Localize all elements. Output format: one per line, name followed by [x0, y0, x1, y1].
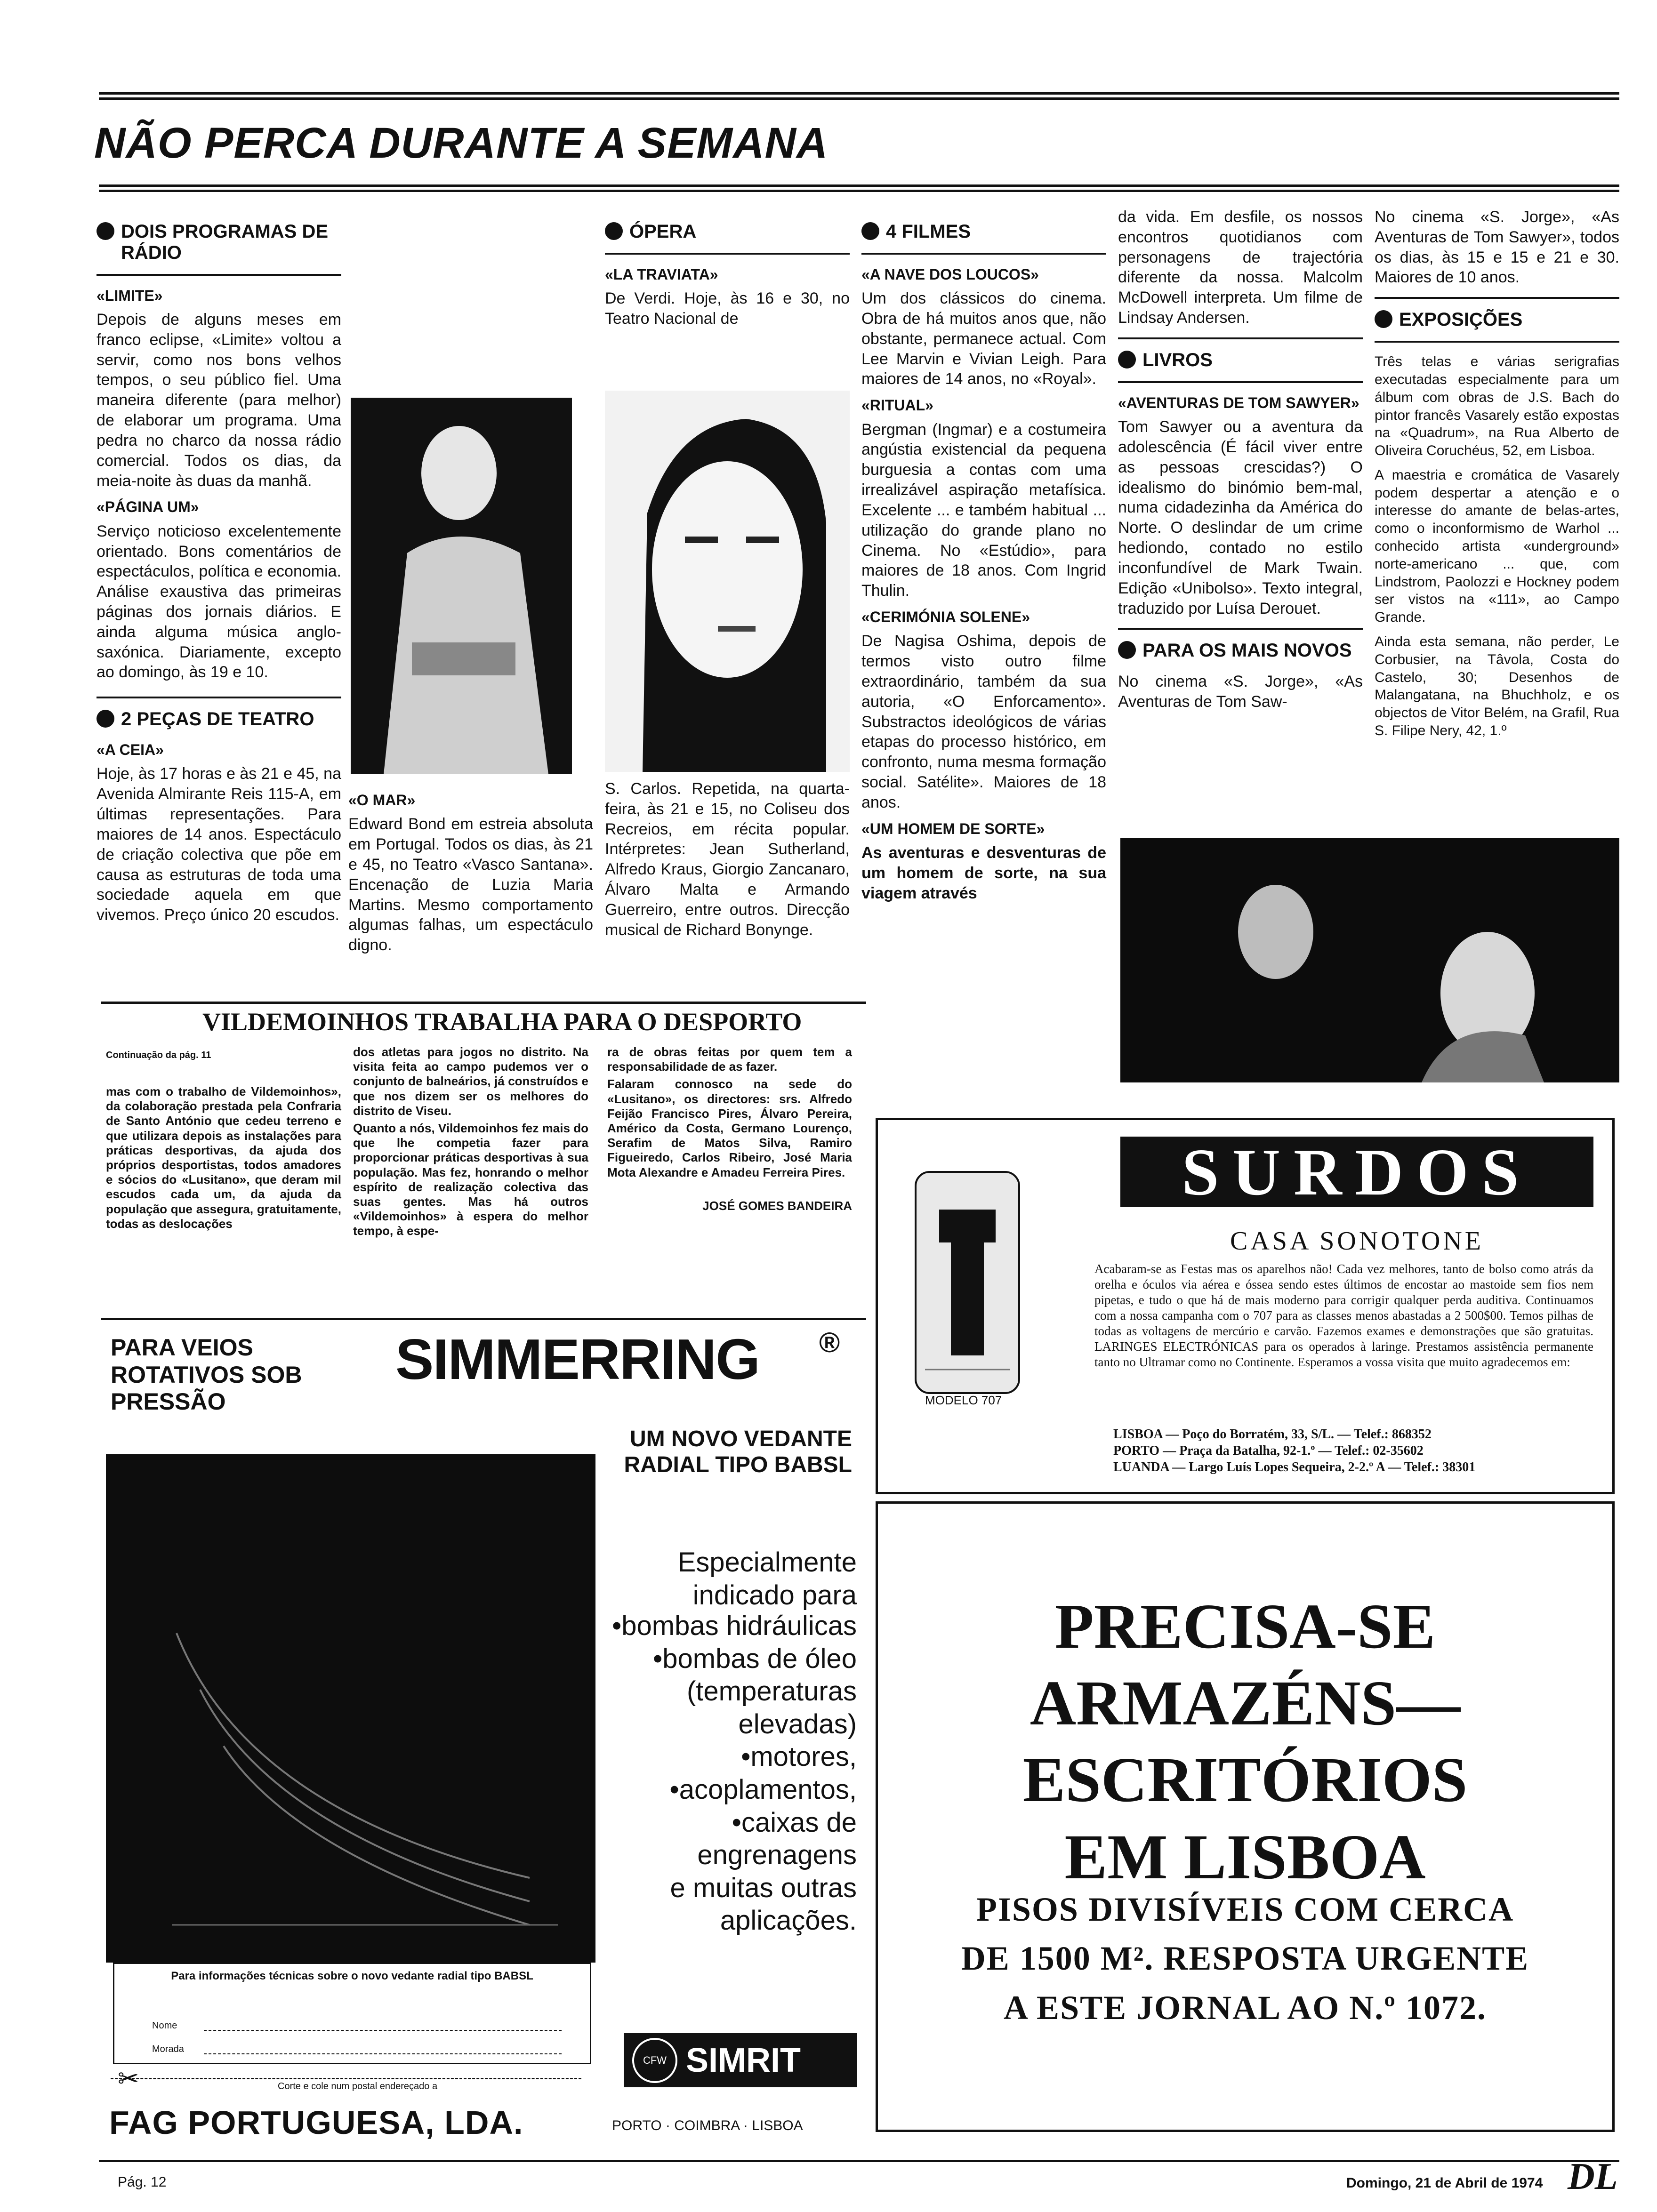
sports-text-1: mas com o trabalho de Vildemoinhos», da colaboração prestada pela Confraria de Santo António que cedeu terreno e que utilizara depois as instalações para práticas desportivas, da ajuda dos próprios desportistas, todos amadores e sócios do «Lusitano», que deram mil escudos cada um, da ajuda da população que assegura, gratuitamente, todas as deslocações [106, 1084, 341, 1231]
opera-column [605, 221, 850, 336]
ceia-text: Hoje, às 17 horas e às 21 e 45, na Avenida Almirante Reis 115-A, em últimas representações. Para maiores de 14 anos. Espectáculo de criação colectiva que põe em causa as estruturas de toda uma sociedade aquela em que vivemos. Preço único 20 escudos. [97, 765, 341, 924]
ritual-text: Bergman (Ingmar) e a costumeira angústia existencial da pequena burguesia a contas com uma irrealizável aspiração metafísica. Excelente ... e também habitual ... utilização do grande plano no Cinema. No «Estúdio», para maiores de 18 anos. Com Ingrid Thulin. [861, 420, 1106, 600]
form-nome-line [204, 2030, 562, 2031]
dl-logo: DL [1568, 2156, 1618, 2197]
precisa-line-2: ARMAZÉNS—ESCRITÓRIOS [1022, 1668, 1468, 1816]
mar-text: Edward Bond em estreia absoluta em Portugal. Todos os dias, às 21 e 45, no Teatro «Vasco Santana». Encenação de Luzia Maria Martins. Mesmo comportamento algumas falhas, um espectáculo digno. [348, 815, 593, 954]
bullet-icon [97, 710, 114, 728]
radio-column [97, 221, 341, 932]
applications-list [603, 1610, 857, 1937]
precisa-body-2: DE 1500 M². RESPOSTA URGENTE [961, 1940, 1529, 1978]
traviata-title: «LA TRAVIATA» [605, 265, 718, 283]
simrit-logo [624, 2033, 857, 2087]
bullet-icon [1118, 641, 1136, 659]
bullet-icon [1118, 351, 1136, 369]
info-form [113, 1963, 591, 2064]
application-item: •bombas hidráulicas [611, 1611, 857, 1641]
radio-heading: DOIS PROGRAMAS DE RÁDIO [97, 221, 341, 264]
fag-cities: PORTO · COIMBRA · LISBOA [612, 2118, 803, 2133]
opera-heading: ÓPERA [605, 221, 850, 242]
cerimonia-title: «CERIMÓNIA SOLENE» [861, 609, 1030, 626]
ad-top-rule [101, 1318, 866, 1320]
precisa-line-1: PRECISA-SE [1054, 1591, 1436, 1662]
form-morada-line [204, 2053, 562, 2054]
sports-col-3 [607, 1045, 852, 1216]
sports-cont: Continuação da pág. 11 [106, 1050, 211, 1060]
bullet-icon [605, 222, 623, 240]
application-item: •bombas de óleo (temperaturas elevadas) [652, 1643, 857, 1739]
address-porto: PORTO — Praça da Batalha, 92-1.º — Telef.: 02-35602 [1113, 1443, 1424, 1458]
form-nome-label: Nome [152, 2020, 177, 2031]
page-number: Pág. 12 [118, 2174, 167, 2190]
footer-date: Domingo, 21 de Abril de 1974 [1346, 2175, 1543, 2191]
cut-text: Corte e cole num postal endereçado a [278, 2081, 438, 2092]
seal-graph [106, 1454, 595, 1963]
fag-company: FAG PORTUGUESA, LDA. [109, 2104, 523, 2141]
seal-graph-art [106, 1454, 595, 1963]
photo-art [351, 398, 572, 774]
miudos-text-a: No cinema «S. Jorge», «As Aventuras de Tom Saw- [1118, 673, 1363, 711]
exposicoes-column [1375, 207, 1619, 746]
bullet-icon [1375, 310, 1392, 328]
sports-headline: VILDEMOINHOS TRABALHA PARA O DESPORTO [202, 1008, 802, 1036]
surdos-title: SURDOS [1120, 1137, 1593, 1207]
sports-text-2: dos atletas para jogos no distrito. Na visita feita ao campo pudemos ver o conjunto de balneários, já construídos e que nos dizem ser os melhores do distrito de Viseu. [353, 1045, 588, 1118]
cfw-logo-icon: CFW [632, 2038, 677, 2083]
mar-column [348, 786, 593, 962]
livros-heading: LIVROS [1118, 350, 1363, 371]
sawyer-text: Tom Sawyer ou a aventura da adolescência (É fácil viver entre as pessoas crescidas?) O idealismo do binómio bem-mal, numa cidadezinha da América do Norte. O deslindar de um crime hediondo, contado no estilo inconfundível de Mark Twain. Edição «Unibolso». Texto integral, traduzido por Luísa Derouet. [1118, 418, 1363, 617]
cut-line [111, 2078, 581, 2079]
especial-text: Especialmente indicado para [677, 1547, 857, 1611]
precisa-body-1: PISOS DIVISÍVEIS COM CERCA [976, 1891, 1514, 1928]
theatre-photo [351, 398, 572, 774]
nave-text: Um dos clássicos do cinema. Obra de há muitos anos que, não obstante, permanece actual. Com Lee Marvin e Vivian Leigh. Para maiores de 14 anos, no «Royal». [861, 289, 1106, 388]
limite-text: Depois de alguns meses em franco eclipse, «Limite» voltou a servir, como nos bons velhos tempos, o seu público fiel. Uma maneira diferente (para melhor) de elaborar um programa. Uma pedra no charco da nossa rádio comercial. Todos os dias, da meia-noite às duas da manhã. [97, 310, 341, 490]
form-title: Para informações técnicas sobre o novo vedante radial tipo BABSL [171, 1970, 533, 1982]
homem-text: As aventuras e desventuras de um homem de sorte, na sua viagem através [861, 844, 1106, 902]
expo-p2: A maestria e cromática de Vasarely podem despertar a atenção e o interesse do amante de belas-artes, como o inconformismo de Warhol ... conhecido artista «underground» norte-americano ... que, com Lindstrom, Paolozzi e Hockney podem ser vistos na «111», ao Campo Grande. [1375, 467, 1619, 625]
filmes-column [861, 221, 1106, 910]
sports-byline: JOSÉ GOMES BANDEIRA [702, 1198, 852, 1213]
sports-col-2 [353, 1045, 588, 1241]
model-label: MODELO 707 [925, 1393, 1002, 1407]
precisa-heading [878, 1588, 1612, 1896]
header-rules [99, 92, 1619, 103]
expo-p1: Três telas e várias serigrafias executadas especialmente para um álbum com obras de J.S. Bach do pintor francês Vasarely estão expostas na «Quadrum», na Rua Alberto de Oliveira Coruchéus, 52, em Lisboa. [1375, 354, 1619, 459]
expo-p3: Ainda esta semana, não perder, Le Corbusier, na Tâvola, Costa do Castelo, 30; Desenhos de Malangatana, na Bhuchholz, e os objectos de Vitor Belém, na Grafil, Rua S. Filipe Nery, 42, 1.º [1375, 634, 1619, 739]
application-item: •acoplamentos, [669, 1774, 857, 1805]
hearing-aid-image [906, 1153, 1029, 1398]
header-rule-bottom [99, 184, 1619, 192]
opera-photo [605, 391, 850, 772]
livros-column [1118, 207, 1363, 719]
pagina-text: Serviço noticioso excelentemente orientado. Bons comentários de espectáculos, política e economia. Análise exaustiva das primeiras páginas dos jornais diários. E ainda alguma música anglo-saxónica. Diariamente, excepto ao domingo, às 19 e 10. [97, 522, 341, 681]
application-item: e muitas outras aplicações. [670, 1872, 857, 1936]
homem-cont: da vida. Em desfile, os nossos encontros quotidianos com personagens de trajectória diferente da nossa. Malcolm McDowell interpreta. Um filme de Lindsay Andersen. [1118, 208, 1363, 327]
sawyer-title: «AVENTURAS DE TOM SAWYER» [1118, 394, 1359, 411]
surdos-ad [876, 1118, 1615, 1494]
ceia-title: «A CEIA» [97, 741, 164, 759]
sports-text-2b: Quanto a nós, Vildemoinhos fez mais do que lhe competia fazer para proporcionar práticas desportivas à sua população. Mas fez, honrando o melhor espírito de realização colectiva das suas gentes. Mas há outros «Vildemoinhos» à espera do melhor tempo, à espe- [353, 1121, 588, 1238]
surdos-addresses [1113, 1426, 1475, 1475]
teatro-heading: 2 PEÇAS DE TEATRO [97, 709, 341, 730]
limite-title: «LIMITE» [97, 287, 163, 304]
address-lisboa: LISBOA — Poço do Borratém, 33, S/L. — Telef.: 868352 [1113, 1427, 1432, 1442]
precisa-line-3: EM LISBOA [1064, 1821, 1426, 1892]
photo-art [605, 391, 850, 772]
exposicoes-heading: EXPOSIÇÕES [1375, 309, 1619, 330]
precisa-body-3: A ESTE JORNAL AO N.º 1072. [1004, 1988, 1487, 2027]
bullet-icon [861, 222, 879, 240]
sports-col-1 [106, 1050, 341, 1234]
simmerring-left-head: PARA VEIOS ROTATIVOS SOB PRESSÃO [111, 1334, 302, 1415]
application-item: •motores, [741, 1741, 857, 1772]
bullet-icon [97, 222, 114, 240]
miudos-text: No cinema «S. Jorge», «As Aventuras de Tom Sawyer», todos os dias, às 15 e 15 e 21 e 30. Maiores de 10 anos. [1375, 208, 1619, 287]
film-still [1120, 838, 1619, 1082]
nave-title: «A NAVE DOS LOUCOS» [861, 265, 1039, 283]
opera-column-2 [605, 779, 850, 947]
cerimonia-text: De Nagisa Oshima, depois de termos visto outro filme extraordinário, também da sua autoria, «O Enforcamento». Substractos ideológicos de várias etapas do processo histórico, em confronto, numa mesma formação social. Satélite». Maiores de 18 anos. [861, 632, 1106, 811]
sports-text-3: ra de obras feitas por quem tem a responsabilidade de as fazer. [607, 1045, 852, 1074]
precisa-body [878, 1885, 1612, 2032]
homem-title: «UM HOMEM DE SORTE» [861, 820, 1045, 837]
filmes-heading: 4 FILMES [861, 221, 1106, 242]
form-morada-label: Morada [152, 2044, 184, 2054]
miudos-heading: PARA OS MAIS NOVOS [1118, 640, 1363, 661]
application-item: •caixas de engrenagens [697, 1807, 857, 1871]
page-title: NÃO PERCA DURANTE A SEMANA [94, 119, 828, 167]
address-luanda: LUANDA — Largo Luís Lopes Sequeira, 2-2.º A — Telef.: 38301 [1113, 1460, 1476, 1475]
precisa-ad [876, 1501, 1615, 2132]
simrit-name: SIMRIT [686, 2041, 801, 2079]
footer-rule [99, 2160, 1619, 2162]
mar-title: «O MAR» [348, 792, 416, 809]
ritual-title: «RITUAL» [861, 397, 933, 414]
scissors-icon: ✂ [118, 2065, 139, 2093]
vedante-text: UM NOVO VEDANTE RADIAL TIPO BABSL [624, 1427, 852, 1478]
opera-text1: De Verdi. Hoje, às 16 e 30, no Teatro Nacional de [605, 289, 850, 328]
photo-art [1120, 838, 1619, 1082]
sports-text-3b: Falaram connosco na sede do «Lusitano», os directores: srs. Alfredo Feijão Francisco Pires, Álvaro Pereira, Américo da Costa, Germano Lourenço, Serafim de Matos Silva, Ramiro Figueiredo, Carlos Ribeiro, José Maria Mota Alexandre e Amadeu Ferreira Pires. [607, 1077, 852, 1179]
opera-text2: S. Carlos. Repetida, na quarta-feira, às 21 e 15, no Coliseu dos Recreios, em récita popular. Intérpretes: Jean Sutherland, Alfredo Kraus, Giorgio Zancanaro, Álvaro Malta e Armando Guerreiro, entre outros. Direcção musical de Richard Bonynge. [605, 780, 850, 939]
surdos-text: Acabaram-se as Festas mas os aparelhos não! Cada vez melhores, tanto de bolso como atrás da orelha e óculos via aérea e óssea sendo estes últimos de encostar ao mastoide sem fios nem pipetas, e tudo o que há de mais moderno para corrigir qualquer perda auditiva. Continuamos com a nossa campanha com o 707 para as classes menos abastadas a 2 500$00. Temos pilhas de todas as voltagens de mercúrio e carvão. Fazemos exames e demonstrações que são gratuitas. LARINGES ELECTRÓNICAS para os operados à laringe. Prestamos assistência permanente tanto no Ultramar como no Continente. Esperamos a vossa visita que muito agradecemos em: [1094, 1262, 1593, 1369]
pagina-title: «PÁGINA UM» [97, 498, 199, 516]
sonotone-subtitle: CASA SONOTONE [1230, 1226, 1484, 1256]
hearing-aid-icon [906, 1153, 1029, 1398]
sports-top-rule [101, 1002, 866, 1004]
simmerring-reg: ® [819, 1327, 840, 1358]
simmerring-brand: SIMMERRING [395, 1327, 759, 1391]
